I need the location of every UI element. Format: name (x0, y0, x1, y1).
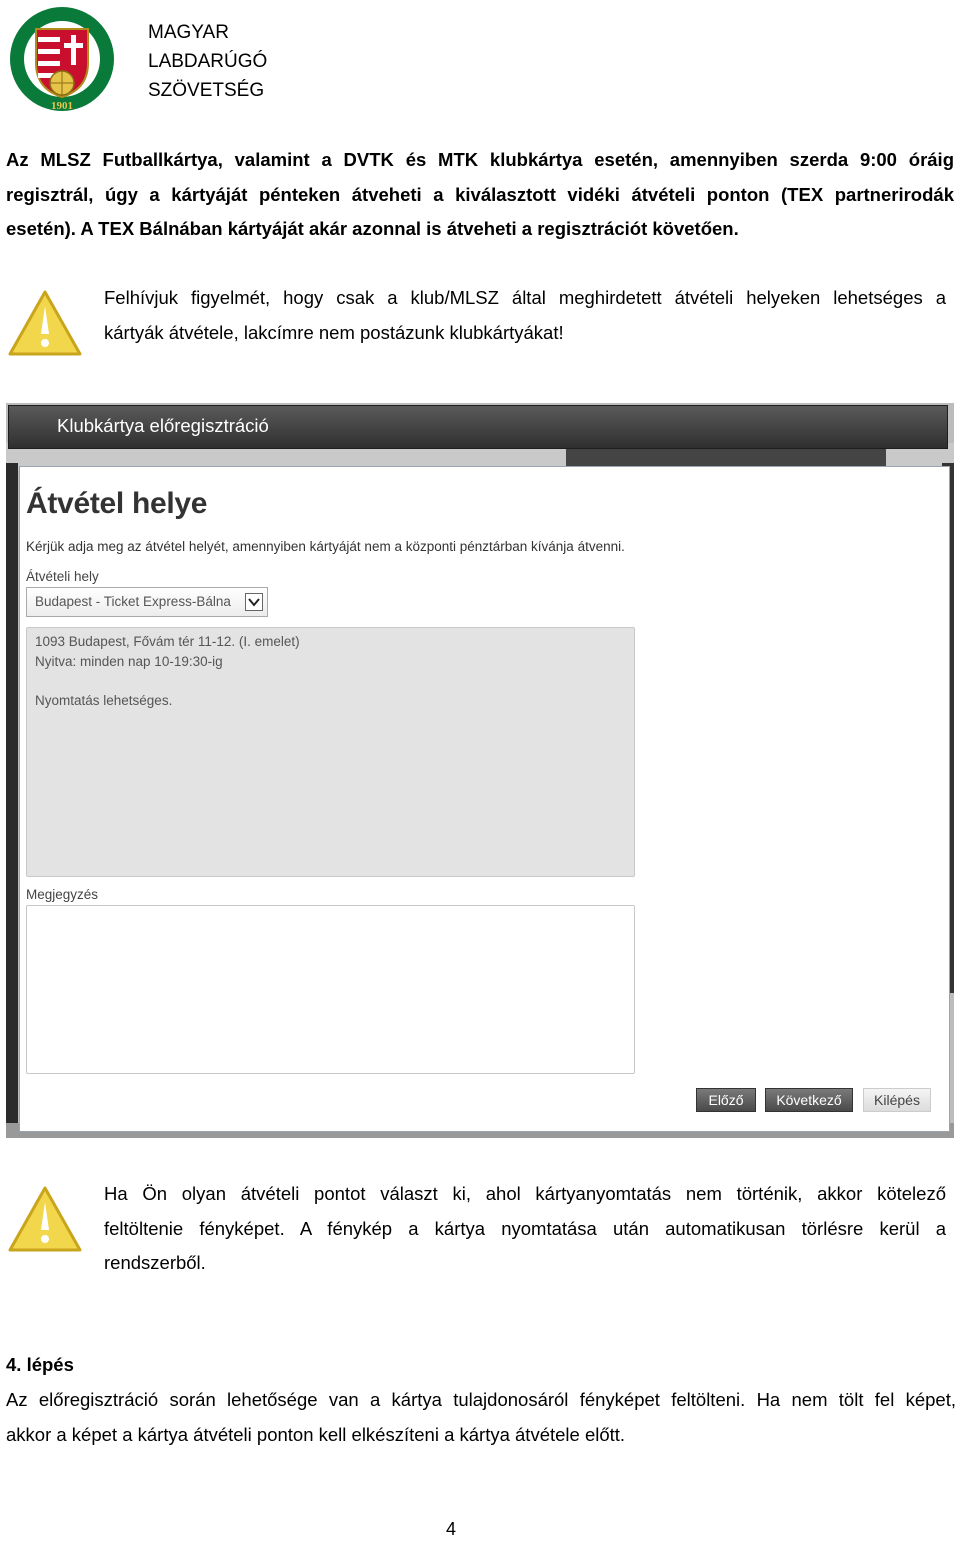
warning-text-1: Felhívjuk figyelmét, hogy csak a klub/MLSZ által meghirdetett átvételi helyeken lehetséges a kártyák átvétele, lakcímre nem postázunk klubkártyákat! (104, 287, 946, 343)
form-intro: Kérjük adja meg az átvétel helyét, amennyiben kártyáját nem a központi pénztárban kívánja átvenni. (26, 539, 625, 554)
location-print-status: Nyomtatás lehetséges. (35, 693, 173, 708)
step-text: Az előregisztráció során lehetősége van a kártya tulajdonosáról fényképet feltölteni. Ha nem tölt fel képet, akkor a képet a kártya átvételi ponton kell elkészíteni a kártya átvétele előtt. (6, 1389, 956, 1445)
page-title: Átvétel helye (26, 487, 208, 520)
note-label: Megjegyzés (26, 887, 99, 902)
mlsz-crest-icon (8, 5, 116, 113)
location-address: 1093 Budapest, Fővám tér 11-12. (I. emelet) (35, 634, 300, 649)
prev-button[interactable]: Előző (696, 1088, 756, 1112)
next-button[interactable]: Következő (765, 1088, 853, 1112)
location-info-box (26, 627, 635, 877)
warning-text-2: Ha Ön olyan átvételi pontot választ ki, ahol kártyanyomtatás nem történik, akkor kötelező feltöltenie fényképet. A fénykép a kártya nyomtatása után automatikusan törlésre kerül a rendszerből. (104, 1183, 946, 1273)
window-title: Klubkártya előregisztráció (57, 415, 269, 436)
location-hours: Nyitva: minden nap 10-19:30-ig (35, 654, 223, 669)
note-field[interactable] (26, 905, 635, 1074)
exit-button[interactable]: Kilépés (863, 1088, 931, 1112)
warning-icon (6, 1184, 84, 1256)
step-heading: 4. lépés (6, 1354, 74, 1375)
location-label: Átvételi hely (26, 569, 99, 584)
location-select-value: Budapest - Ticket Express-Bálna (35, 594, 231, 609)
location-select[interactable] (26, 587, 268, 617)
form-panel (19, 466, 950, 1132)
organization-name: MAGYAR LABDARÚGÓ SZÖVETSÉG (148, 22, 268, 101)
page-number: 4 (446, 1519, 457, 1539)
registration-screenshot (6, 403, 954, 1138)
intro-paragraph: Az MLSZ Futballkártya, valamint a DVTK és MTK klubkártya esetén, amennyiben szerda 9:00 óráig regisztrál, úgy a kártyáját pénteken átveheti a kiválasztott vidéki átvételi ponton (TEX partnerirodák esetén). A TEX Bálnában kártyáját akár azonnal is átveheti a regisztrációt követően. (6, 149, 954, 239)
svg-text:1901: 1901 (51, 100, 73, 112)
warning-icon (6, 288, 84, 360)
window-titlebar (8, 405, 948, 449)
chevron-down-icon[interactable] (245, 593, 263, 611)
